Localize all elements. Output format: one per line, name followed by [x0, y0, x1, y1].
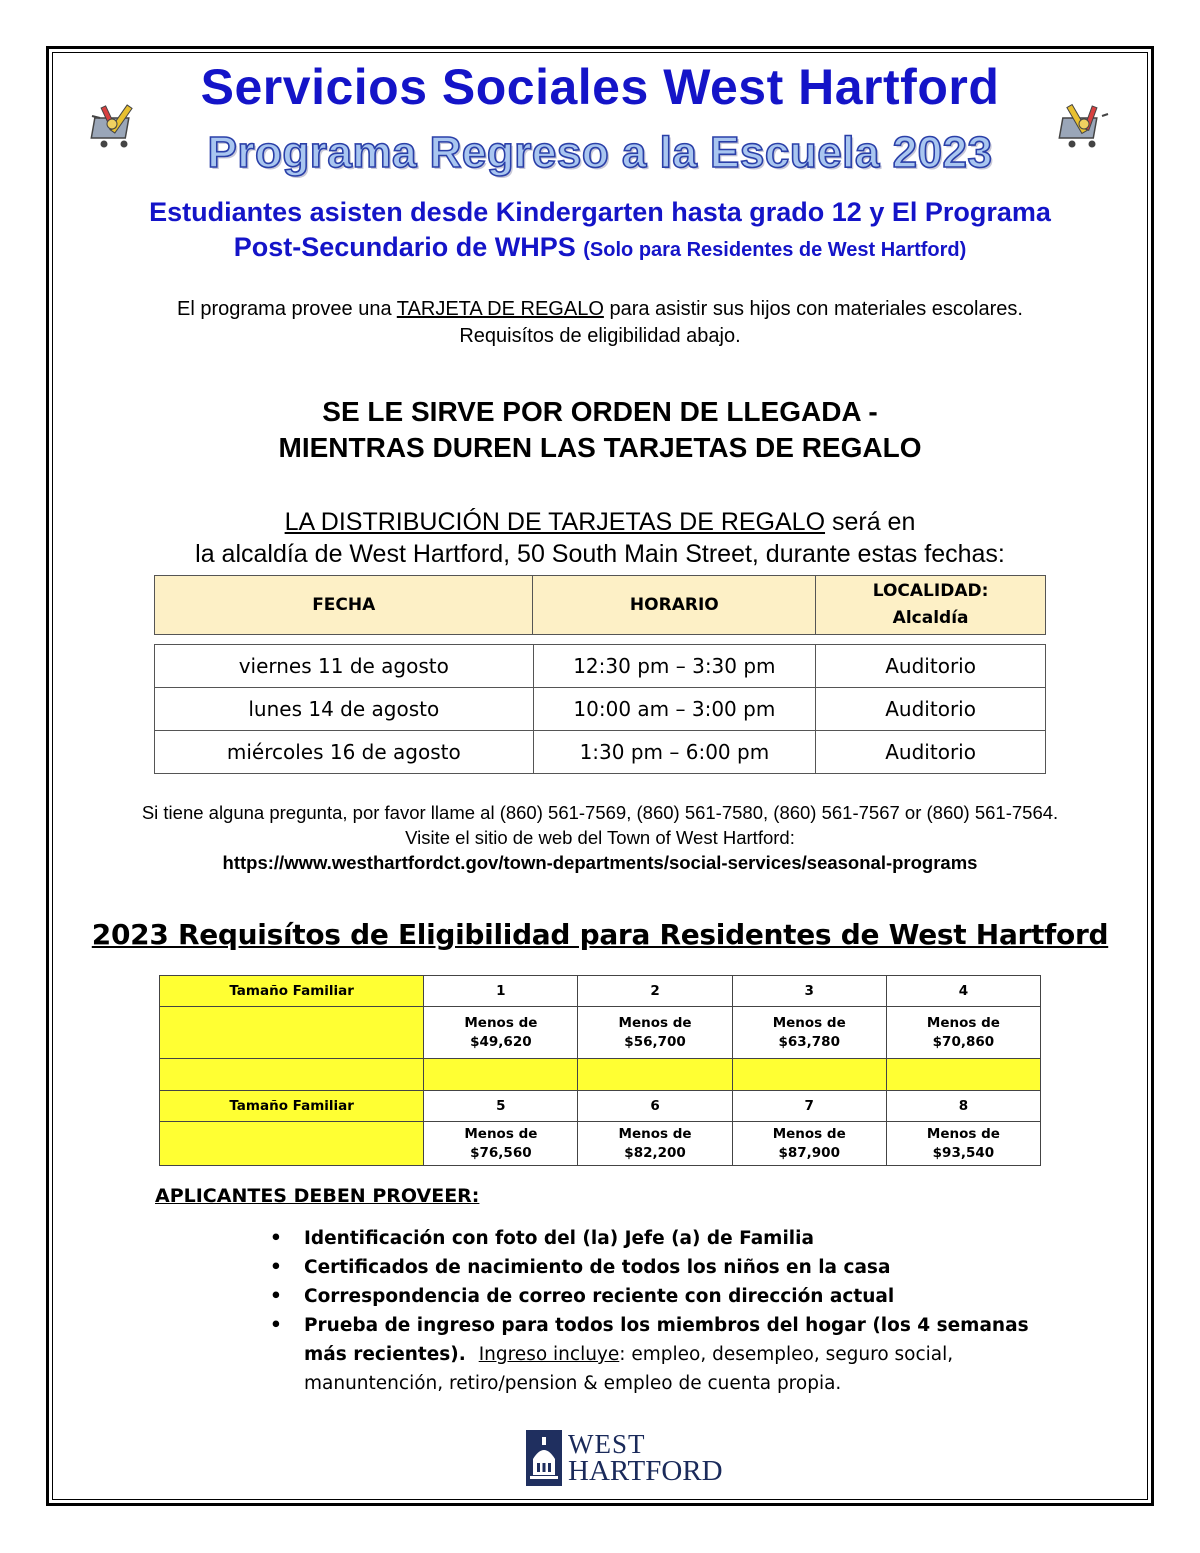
list-item — [270, 1253, 1070, 1282]
schedule-place: Auditorio — [816, 688, 1046, 731]
less-than-label: Menos de — [926, 1014, 1000, 1031]
income-amount: $87,900 — [778, 1144, 840, 1161]
eligibility-title — [0, 918, 1200, 951]
empty-cell — [160, 1059, 424, 1091]
income-note-label: Ingreso incluye — [478, 1344, 620, 1365]
notice-line-1: SE LE SIRVE POR ORDEN DE LLEGADA - — [322, 396, 878, 427]
less-than-label: Menos de — [618, 1014, 692, 1031]
contact-info — [0, 800, 1200, 875]
distribution-line-1 — [0, 506, 1200, 538]
gift-card-term: TARJETA DE REGALO — [396, 298, 604, 320]
intro-text-1: El programa provee una — [177, 298, 397, 320]
eligibility-title-text: 2023 Requisítos de Eligibilidad para Residentes de West Hartford — [91, 918, 1109, 951]
schedule-time: 1:30 pm – 6:00 pm — [533, 731, 816, 774]
notice-line-2: MIENTRAS DUREN LAS TARJETAS DE REGALO — [278, 432, 922, 463]
header-location — [816, 576, 1046, 635]
requirements-list — [270, 1224, 1070, 1398]
table-row — [160, 1007, 1041, 1059]
logo-line-2: HARTFORD — [568, 1455, 723, 1487]
schedule-place: Auditorio — [816, 731, 1046, 774]
table-row — [155, 645, 1046, 688]
income-limit — [424, 1122, 578, 1166]
west-hartford-logo — [525, 1427, 735, 1489]
intro-line-1 — [0, 296, 1200, 323]
requirement-text: Identificación con foto del (la) Jefe (a) de Familia — [304, 1228, 814, 1249]
empty-cell — [732, 1059, 886, 1091]
income-note-detail: : empleo, desempleo, seguro social, manuntención, retiro/pension & empleo de cuenta propia. — [304, 1344, 954, 1394]
income-limit — [732, 1007, 886, 1059]
bullet-icon: • — [270, 1315, 282, 1336]
schedule-place: Auditorio — [816, 645, 1046, 688]
family-size: 6 — [578, 1091, 732, 1122]
intro-text-2: para asistir sus hijos con materiales escolares. — [603, 298, 1023, 320]
lead-line-1: Estudiantes asisten desde Kindergarten hasta grado 12 y El Programa — [149, 197, 1051, 227]
less-than-label: Menos de — [772, 1125, 846, 1142]
program-intro — [0, 296, 1200, 350]
empty-cell — [578, 1059, 732, 1091]
less-than-label: Menos de — [618, 1125, 692, 1142]
income-limit — [578, 1122, 732, 1166]
empty-cell — [160, 1122, 424, 1166]
bullet-icon: • — [270, 1228, 282, 1249]
requirement-text: Correspondencia de correo reciente con dirección actual — [304, 1286, 895, 1307]
less-than-label: Menos de — [464, 1014, 538, 1031]
empty-cell — [424, 1059, 578, 1091]
contact-phones: Si tiene alguna pregunta, por favor llame al (860) 561-7569, (860) 561-7580, (860) 561-7567 or (860) 561-7564. — [141, 802, 1059, 823]
bullet-icon: • — [270, 1257, 282, 1278]
program-subtitle: Programa Regreso a la Escuela 2023 — [207, 128, 993, 177]
header-time: HORARIO — [533, 576, 816, 635]
bullet-icon: • — [270, 1286, 282, 1307]
distribution-text: será en — [825, 508, 916, 536]
income-amount: $76,560 — [470, 1144, 532, 1161]
schedule-time: 10:00 am – 3:00 pm — [533, 688, 816, 731]
lead-line-2 — [0, 230, 1200, 268]
header-date: FECHA — [155, 576, 533, 635]
income-amount: $49,620 — [470, 1033, 532, 1050]
family-size-label: Tamaño Familiar — [160, 1091, 424, 1122]
income-amount: $70,860 — [932, 1033, 995, 1050]
header-location-label: LOCALIDAD: — [872, 581, 989, 601]
income-limit — [886, 1122, 1040, 1166]
less-than-label: Menos de — [772, 1014, 846, 1031]
family-size: 7 — [732, 1091, 886, 1122]
table-row — [155, 731, 1046, 774]
schedule-date: miércoles 16 de agosto — [155, 731, 534, 774]
lead-line-2-text: Post-Secundario de WHPS — [233, 232, 576, 262]
page-title: Servicios Sociales West Hartford — [200, 59, 1000, 115]
family-size: 5 — [424, 1091, 578, 1122]
first-come-notice — [0, 394, 1200, 466]
table-row — [160, 1091, 1041, 1122]
intro-line-2: Requisítos de eligibilidad abajo. — [459, 325, 741, 347]
income-limit — [732, 1122, 886, 1166]
table-row — [160, 1122, 1041, 1166]
schedule-header — [154, 575, 1046, 635]
schedule-time: 12:30 pm – 3:30 pm — [533, 645, 816, 688]
distribution-info — [0, 506, 1200, 570]
list-item — [270, 1282, 1070, 1311]
table-row — [155, 688, 1046, 731]
list-item — [270, 1224, 1070, 1253]
family-size: 4 — [886, 976, 1040, 1007]
residents-only-note: (Solo para Residentes de West Hartford) — [583, 239, 967, 261]
town-hall-seal-icon — [525, 1429, 563, 1487]
income-amount: $63,780 — [778, 1033, 840, 1050]
distribution-heading: LA DISTRIBUCIÓN DE TARJETAS DE REGALO — [284, 508, 826, 536]
logo-line-1: WEST — [568, 1429, 646, 1459]
requirement-text: Prueba de ingreso para todos los miembros del hogar (los 4 semanas más recientes). — [304, 1315, 1029, 1365]
family-size-label: Tamaño Familiar — [160, 976, 424, 1007]
empty-cell — [160, 1007, 424, 1059]
empty-cell — [886, 1059, 1040, 1091]
schedule-date: lunes 14 de agosto — [155, 688, 534, 731]
less-than-label: Menos de — [464, 1125, 538, 1142]
family-size: 1 — [424, 976, 578, 1007]
contact-visit: Visite el sitio de web del Town of West Hartford: — [405, 827, 795, 848]
header-location-value: Alcaldía — [892, 608, 969, 628]
income-amount: $82,200 — [624, 1144, 686, 1161]
family-size: 2 — [578, 976, 732, 1007]
income-amount: $93,540 — [932, 1144, 995, 1161]
distribution-line-2: la alcaldía de West Hartford, 50 South Main Street, durante estas fechas: — [195, 540, 1005, 568]
table-row — [160, 1059, 1041, 1091]
requirement-text: Certificados de nacimiento de todos los niños en la casa — [304, 1257, 891, 1278]
income-amount: $56,700 — [624, 1033, 686, 1050]
requirements-heading: APLICANTES DEBEN PROVEER: — [155, 1185, 480, 1207]
income-limits-table — [159, 975, 1041, 1166]
income-limit — [424, 1007, 578, 1059]
less-than-label: Menos de — [926, 1125, 1000, 1142]
website-link[interactable]: https://www.westhartfordct.gov/town-departments/social-services/seasonal-programs — [222, 852, 978, 873]
schedule-table — [154, 644, 1046, 774]
eligible-students-lead — [0, 195, 1200, 268]
family-size: 8 — [886, 1091, 1040, 1122]
schedule-date: viernes 11 de agosto — [155, 645, 534, 688]
income-limit — [886, 1007, 1040, 1059]
family-size: 3 — [732, 976, 886, 1007]
income-limit — [578, 1007, 732, 1059]
table-row — [160, 976, 1041, 1007]
list-item — [270, 1311, 1070, 1398]
